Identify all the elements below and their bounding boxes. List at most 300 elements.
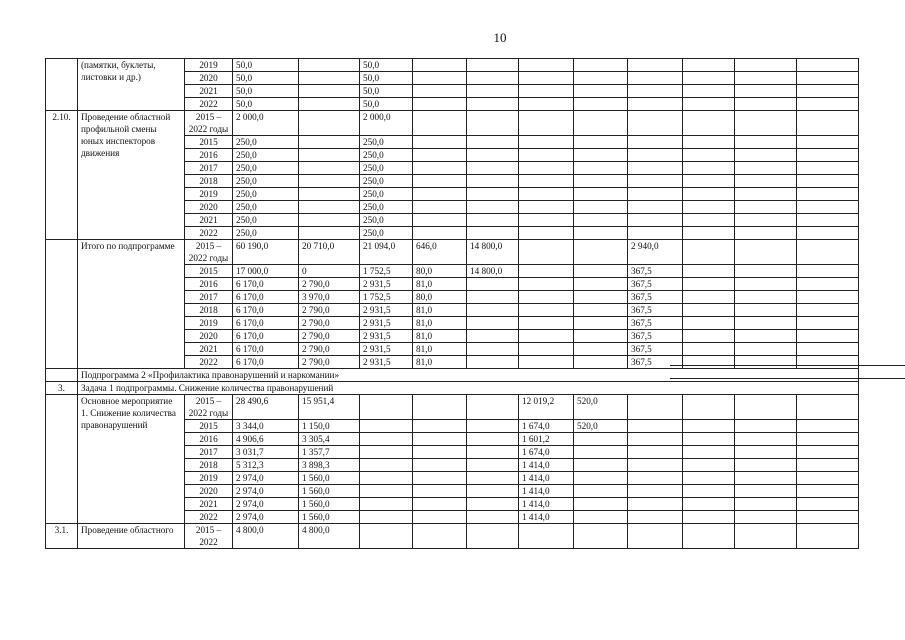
year-cell: 2022 <box>185 356 233 369</box>
year-cell: 2020 <box>185 72 233 85</box>
amount-cell <box>628 511 683 524</box>
amount-cell <box>735 330 797 343</box>
amount-cell <box>735 149 797 162</box>
amount-cell <box>735 317 797 330</box>
amount-cell <box>574 240 628 265</box>
amount-cell: 3 344,0 <box>233 420 299 433</box>
amount-cell <box>797 136 859 149</box>
year-cell: 2019 <box>185 317 233 330</box>
amount-cell <box>628 524 683 549</box>
amount-cell <box>683 214 735 227</box>
amount-cell <box>628 395 683 420</box>
measure-name-cell: Основное мероприятие 1. Снижение количества правонарушений <box>78 395 185 524</box>
amount-cell <box>797 446 859 459</box>
amount-cell <box>735 214 797 227</box>
amount-cell <box>519 524 574 549</box>
amount-cell <box>628 420 683 433</box>
amount-cell: 6 170,0 <box>233 317 299 330</box>
amount-cell <box>413 188 467 201</box>
amount-cell <box>574 343 628 356</box>
amount-cell <box>797 227 859 240</box>
amount-cell: 520,0 <box>574 420 628 433</box>
amount-cell <box>628 111 683 136</box>
amount-cell <box>413 111 467 136</box>
amount-cell <box>797 317 859 330</box>
amount-cell: 2 790,0 <box>299 330 360 343</box>
amount-cell <box>628 72 683 85</box>
amount-cell <box>574 162 628 175</box>
row-number-cell <box>46 369 78 382</box>
amount-cell <box>735 265 797 278</box>
year-cell: 2022 <box>185 511 233 524</box>
table-row <box>46 524 859 549</box>
amount-cell: 367,5 <box>628 317 683 330</box>
amount-cell <box>683 459 735 472</box>
year-cell: 2021 <box>185 498 233 511</box>
amount-cell <box>467 291 519 304</box>
amount-cell <box>628 472 683 485</box>
amount-cell <box>519 265 574 278</box>
year-cell: 2018 <box>185 459 233 472</box>
amount-cell <box>413 459 467 472</box>
year-cell: 2015 – 2022 годы <box>185 111 233 136</box>
measure-name-cell: Итого по подпрограмме <box>78 240 185 369</box>
amount-cell: 250,0 <box>233 149 299 162</box>
year-cell: 2021 <box>185 214 233 227</box>
amount-cell <box>683 291 735 304</box>
amount-cell: 367,5 <box>628 278 683 291</box>
amount-cell <box>797 59 859 72</box>
amount-cell <box>467 446 519 459</box>
amount-cell <box>467 511 519 524</box>
amount-cell: 2 974,0 <box>233 472 299 485</box>
amount-cell <box>797 72 859 85</box>
amount-cell <box>574 472 628 485</box>
amount-cell <box>683 265 735 278</box>
amount-cell <box>467 111 519 136</box>
amount-cell <box>467 485 519 498</box>
amount-cell: 81,0 <box>413 317 467 330</box>
amount-cell <box>519 214 574 227</box>
amount-cell: 50,0 <box>360 72 413 85</box>
amount-cell <box>628 214 683 227</box>
amount-cell <box>413 149 467 162</box>
amount-cell <box>413 136 467 149</box>
amount-cell: 21 094,0 <box>360 240 413 265</box>
table-rule-extension <box>670 365 905 366</box>
amount-cell: 50,0 <box>360 85 413 98</box>
amount-cell <box>735 278 797 291</box>
subprogram-title: Подпрограмма 2 «Профилактика правонарушений и наркомании» <box>78 369 859 382</box>
amount-cell <box>574 278 628 291</box>
amount-cell: 2 790,0 <box>299 278 360 291</box>
amount-cell <box>519 240 574 265</box>
amount-cell <box>797 214 859 227</box>
amount-cell <box>299 98 360 111</box>
amount-cell: 2 974,0 <box>233 498 299 511</box>
amount-cell <box>519 149 574 162</box>
table-row <box>46 395 859 420</box>
amount-cell <box>735 524 797 549</box>
amount-cell <box>467 188 519 201</box>
amount-cell <box>467 356 519 369</box>
page-number: 10 <box>493 30 507 45</box>
amount-cell: 1 560,0 <box>299 485 360 498</box>
amount-cell <box>467 317 519 330</box>
amount-cell <box>467 214 519 227</box>
amount-cell <box>519 291 574 304</box>
amount-cell: 81,0 <box>413 304 467 317</box>
amount-cell <box>519 175 574 188</box>
amount-cell <box>735 188 797 201</box>
amount-cell: 1 752,5 <box>360 265 413 278</box>
amount-cell <box>360 485 413 498</box>
amount-cell <box>574 265 628 278</box>
amount-cell <box>683 175 735 188</box>
amount-cell <box>735 433 797 446</box>
amount-cell <box>360 420 413 433</box>
amount-cell <box>574 111 628 136</box>
amount-cell: 367,5 <box>628 330 683 343</box>
amount-cell <box>683 420 735 433</box>
amount-cell: 1 601,2 <box>519 433 574 446</box>
amount-cell <box>628 188 683 201</box>
amount-cell: 3 970,0 <box>299 291 360 304</box>
year-cell: 2015 <box>185 420 233 433</box>
amount-cell <box>413 511 467 524</box>
amount-cell: 2 790,0 <box>299 356 360 369</box>
amount-cell: 250,0 <box>360 136 413 149</box>
amount-cell <box>735 446 797 459</box>
amount-cell: 250,0 <box>360 175 413 188</box>
measure-name-cell: (памятки, буклеты, листовки и др.) <box>78 59 185 111</box>
amount-cell <box>797 265 859 278</box>
year-cell: 2020 <box>185 330 233 343</box>
amount-cell <box>413 72 467 85</box>
amount-cell <box>574 511 628 524</box>
amount-cell <box>574 72 628 85</box>
amount-cell: 2 000,0 <box>233 111 299 136</box>
amount-cell: 15 951,4 <box>299 395 360 420</box>
amount-cell <box>797 240 859 265</box>
amount-cell: 81,0 <box>413 278 467 291</box>
amount-cell: 250,0 <box>233 188 299 201</box>
year-cell: 2015 <box>185 136 233 149</box>
amount-cell <box>683 85 735 98</box>
amount-cell <box>519 201 574 214</box>
amount-cell: 367,5 <box>628 291 683 304</box>
amount-cell: 2 974,0 <box>233 511 299 524</box>
amount-cell <box>735 59 797 72</box>
year-cell: 2016 <box>185 278 233 291</box>
amount-cell <box>628 459 683 472</box>
year-cell: 2015 <box>185 265 233 278</box>
amount-cell <box>467 472 519 485</box>
amount-cell <box>683 472 735 485</box>
amount-cell <box>797 330 859 343</box>
amount-cell: 14 800,0 <box>467 240 519 265</box>
year-cell: 2015 – 2022 годы <box>185 395 233 420</box>
amount-cell <box>735 485 797 498</box>
amount-cell: 17 000,0 <box>233 265 299 278</box>
amount-cell <box>360 498 413 511</box>
amount-cell: 2 790,0 <box>299 304 360 317</box>
amount-cell <box>413 446 467 459</box>
amount-cell <box>628 162 683 175</box>
amount-cell <box>299 85 360 98</box>
amount-cell <box>628 227 683 240</box>
amount-cell: 250,0 <box>233 162 299 175</box>
amount-cell <box>735 304 797 317</box>
amount-cell <box>683 201 735 214</box>
amount-cell <box>299 201 360 214</box>
amount-cell <box>735 459 797 472</box>
amount-cell <box>628 98 683 111</box>
amount-cell <box>299 111 360 136</box>
amount-cell <box>797 304 859 317</box>
amount-cell <box>683 485 735 498</box>
amount-cell: 2 931,5 <box>360 343 413 356</box>
budget-table <box>45 58 859 549</box>
amount-cell <box>413 472 467 485</box>
amount-cell <box>574 498 628 511</box>
amount-cell <box>519 304 574 317</box>
amount-cell <box>735 85 797 98</box>
table-row <box>46 59 859 72</box>
amount-cell <box>735 136 797 149</box>
year-cell: 2020 <box>185 485 233 498</box>
amount-cell <box>797 162 859 175</box>
amount-cell <box>628 446 683 459</box>
amount-cell <box>735 472 797 485</box>
amount-cell <box>519 85 574 98</box>
amount-cell <box>467 498 519 511</box>
amount-cell <box>519 343 574 356</box>
amount-cell <box>683 149 735 162</box>
amount-cell <box>574 188 628 201</box>
amount-cell <box>467 330 519 343</box>
amount-cell <box>299 59 360 72</box>
amount-cell: 50,0 <box>233 59 299 72</box>
amount-cell <box>628 59 683 72</box>
amount-cell <box>797 485 859 498</box>
subprogram-row <box>46 369 859 382</box>
amount-cell: 646,0 <box>413 240 467 265</box>
year-cell: 2015 – 2022 годы <box>185 240 233 265</box>
amount-cell <box>628 485 683 498</box>
year-cell: 2017 <box>185 162 233 175</box>
year-cell: 2017 <box>185 446 233 459</box>
amount-cell <box>628 498 683 511</box>
amount-cell <box>299 175 360 188</box>
amount-cell: 1 752,5 <box>360 291 413 304</box>
amount-cell <box>360 433 413 446</box>
amount-cell <box>735 511 797 524</box>
amount-cell <box>735 343 797 356</box>
amount-cell <box>413 201 467 214</box>
amount-cell: 50,0 <box>233 72 299 85</box>
amount-cell: 80,0 <box>413 265 467 278</box>
amount-cell <box>683 227 735 240</box>
amount-cell: 520,0 <box>574 395 628 420</box>
amount-cell: 250,0 <box>360 201 413 214</box>
amount-cell: 50,0 <box>233 98 299 111</box>
amount-cell <box>797 459 859 472</box>
amount-cell <box>683 72 735 85</box>
amount-cell <box>683 511 735 524</box>
amount-cell: 50,0 <box>360 59 413 72</box>
amount-cell <box>467 98 519 111</box>
amount-cell <box>413 524 467 549</box>
amount-cell: 250,0 <box>360 162 413 175</box>
amount-cell: 28 490,6 <box>233 395 299 420</box>
amount-cell <box>413 395 467 420</box>
amount-cell: 1 357,7 <box>299 446 360 459</box>
amount-cell <box>797 111 859 136</box>
amount-cell: 2 790,0 <box>299 317 360 330</box>
amount-cell <box>299 227 360 240</box>
amount-cell <box>574 304 628 317</box>
amount-cell: 6 170,0 <box>233 304 299 317</box>
amount-cell: 3 031,7 <box>233 446 299 459</box>
amount-cell <box>735 291 797 304</box>
amount-cell: 250,0 <box>360 214 413 227</box>
amount-cell: 367,5 <box>628 265 683 278</box>
amount-cell <box>683 498 735 511</box>
amount-cell <box>683 136 735 149</box>
amount-cell: 6 170,0 <box>233 343 299 356</box>
amount-cell: 250,0 <box>360 149 413 162</box>
amount-cell <box>299 136 360 149</box>
amount-cell: 1 674,0 <box>519 446 574 459</box>
amount-cell: 250,0 <box>233 214 299 227</box>
amount-cell <box>413 85 467 98</box>
amount-cell <box>467 72 519 85</box>
amount-cell <box>683 111 735 136</box>
row-number-cell: 3.1. <box>46 524 78 549</box>
amount-cell <box>413 420 467 433</box>
amount-cell: 20 710,0 <box>299 240 360 265</box>
amount-cell: 14 800,0 <box>467 265 519 278</box>
amount-cell <box>574 85 628 98</box>
table-rule-extension <box>670 378 905 379</box>
amount-cell <box>299 214 360 227</box>
amount-cell: 80,0 <box>413 291 467 304</box>
task-row <box>46 382 859 395</box>
amount-cell <box>519 330 574 343</box>
amount-cell <box>797 85 859 98</box>
amount-cell <box>683 343 735 356</box>
amount-cell: 4 800,0 <box>299 524 360 549</box>
amount-cell <box>797 149 859 162</box>
amount-cell <box>574 98 628 111</box>
amount-cell <box>360 446 413 459</box>
amount-cell: 2 931,5 <box>360 304 413 317</box>
year-cell: 2017 <box>185 291 233 304</box>
amount-cell <box>797 511 859 524</box>
amount-cell: 60 190,0 <box>233 240 299 265</box>
amount-cell <box>413 98 467 111</box>
amount-cell <box>519 162 574 175</box>
year-cell: 2016 <box>185 433 233 446</box>
row-number-cell <box>46 395 78 524</box>
amount-cell <box>360 524 413 549</box>
amount-cell: 367,5 <box>628 356 683 369</box>
amount-cell: 3 305,4 <box>299 433 360 446</box>
year-cell: 2019 <box>185 59 233 72</box>
amount-cell <box>574 446 628 459</box>
amount-cell <box>797 175 859 188</box>
amount-cell <box>574 524 628 549</box>
amount-cell <box>683 433 735 446</box>
year-cell: 2020 <box>185 201 233 214</box>
amount-cell: 1 414,0 <box>519 511 574 524</box>
amount-cell: 4 906,6 <box>233 433 299 446</box>
table-row <box>46 240 859 265</box>
row-number-cell: 3. <box>46 382 78 395</box>
amount-cell <box>574 330 628 343</box>
amount-cell <box>797 343 859 356</box>
amount-cell <box>413 485 467 498</box>
measure-name-cell: Проведение областного <box>78 524 185 549</box>
amount-cell <box>467 201 519 214</box>
amount-cell: 50,0 <box>233 85 299 98</box>
amount-cell <box>797 278 859 291</box>
amount-cell <box>467 136 519 149</box>
amount-cell <box>574 59 628 72</box>
amount-cell <box>413 214 467 227</box>
amount-cell: 5 312,3 <box>233 459 299 472</box>
amount-cell: 250,0 <box>233 227 299 240</box>
amount-cell <box>735 240 797 265</box>
amount-cell <box>574 149 628 162</box>
amount-cell <box>467 59 519 72</box>
amount-cell <box>683 524 735 549</box>
amount-cell <box>735 98 797 111</box>
amount-cell: 1 674,0 <box>519 420 574 433</box>
amount-cell: 2 940,0 <box>628 240 683 265</box>
amount-cell: 6 170,0 <box>233 356 299 369</box>
measure-name-cell: Проведение областной профильной смены юных инспекторов движения <box>78 111 185 240</box>
amount-cell <box>628 149 683 162</box>
amount-cell: 12 019,2 <box>519 395 574 420</box>
amount-cell: 2 790,0 <box>299 343 360 356</box>
amount-cell <box>467 162 519 175</box>
amount-cell: 250,0 <box>233 201 299 214</box>
year-cell: 2018 <box>185 304 233 317</box>
year-cell: 2021 <box>185 85 233 98</box>
amount-cell <box>467 524 519 549</box>
row-number-cell: 2.10. <box>46 111 78 240</box>
amount-cell <box>413 227 467 240</box>
amount-cell: 6 170,0 <box>233 291 299 304</box>
amount-cell <box>467 304 519 317</box>
amount-cell <box>797 498 859 511</box>
amount-cell: 250,0 <box>360 188 413 201</box>
amount-cell <box>735 201 797 214</box>
amount-cell <box>735 72 797 85</box>
year-cell: 2018 <box>185 175 233 188</box>
amount-cell <box>683 98 735 111</box>
amount-cell <box>574 317 628 330</box>
amount-cell <box>735 175 797 188</box>
amount-cell: 1 560,0 <box>299 511 360 524</box>
year-cell: 2022 <box>185 98 233 111</box>
amount-cell <box>574 291 628 304</box>
year-cell: 2015 – 2022 <box>185 524 233 549</box>
amount-cell: 6 170,0 <box>233 278 299 291</box>
amount-cell <box>467 343 519 356</box>
